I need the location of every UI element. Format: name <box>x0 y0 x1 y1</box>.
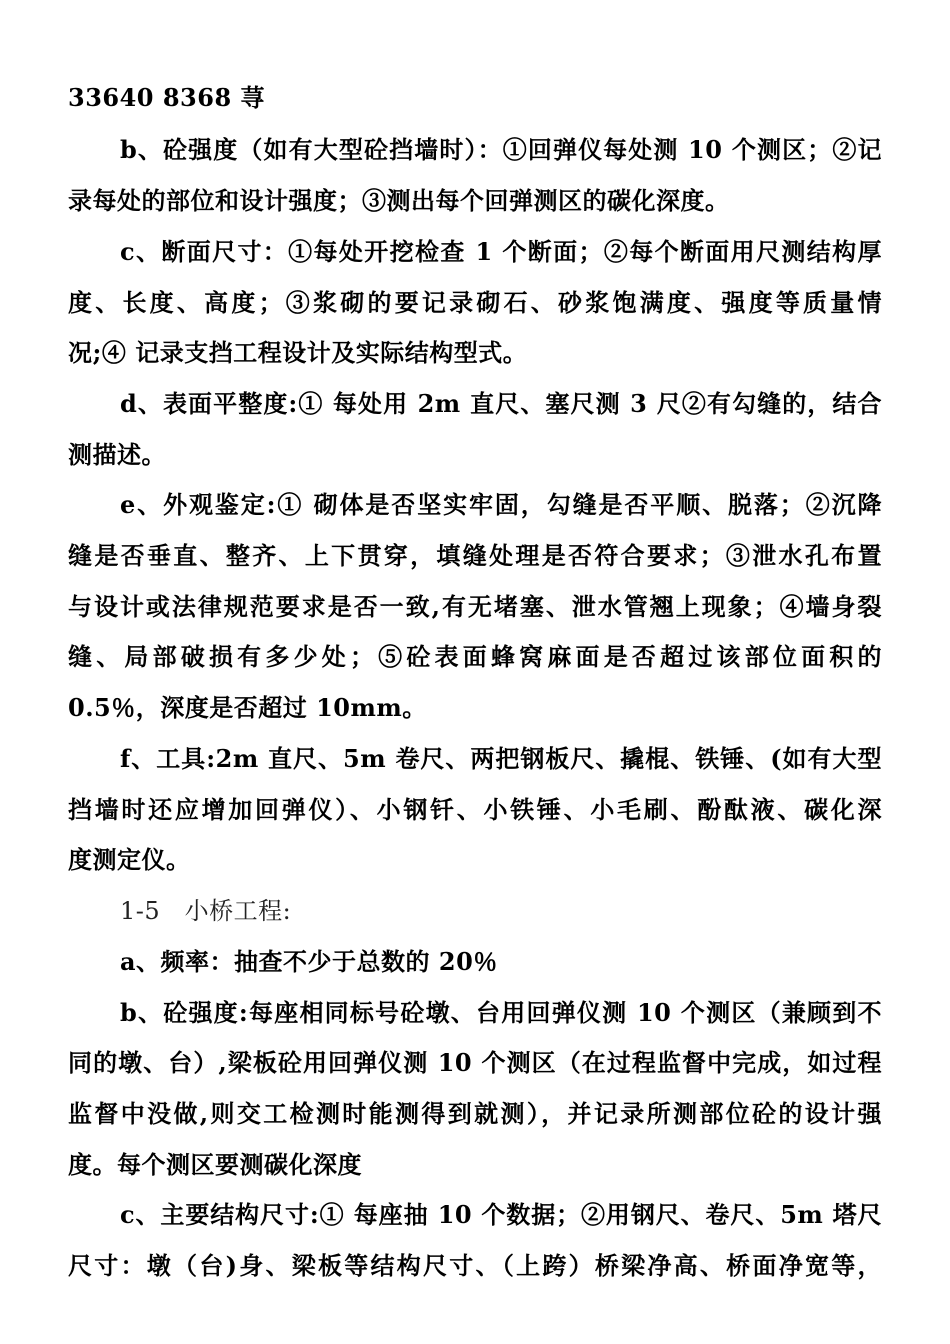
doc-line-section-size-2: 度、长度、高度；③浆砌的要记录砌石、砂浆饱满度、强度等质量情 <box>68 288 882 317</box>
doc-line-appearance-3: 与设计或法律规范要求是否一致,有无堵塞、泄水管翘上现象；④墙身裂 <box>68 592 882 621</box>
doc-line-tools-3: 度测定仪。 <box>68 845 191 874</box>
doc-line-header-code: 33640 8368 荨 <box>68 83 266 112</box>
doc-line-tools-1: f、工具:2m 直尺、5m 卷尺、两把钢板尺、撬棍、铁锤、(如有大型 <box>120 744 882 773</box>
doc-line-structure-size-1: c、主要结构尺寸:① 每座抽 10 个数据；②用钢尺、卷尺、5m 塔尺 <box>120 1200 882 1229</box>
section-heading-small-bridge: 1-5 小桥工程: <box>120 897 292 925</box>
doc-line-bridge-strength-4: 度。每个测区要测碳化深度 <box>68 1150 362 1179</box>
doc-line-appearance-1: e、外观鉴定:① 砌体是否坚实牢固，勾缝是否平顺、脱落；②沉降 <box>120 490 882 519</box>
doc-line-flatness-1: d、表面平整度:① 每处用 2m 直尺、塞尺测 3 尺②有勾缝的，结合 <box>120 389 882 418</box>
doc-line-concrete-strength-1: b、砼强度（如有大型砼挡墙时）：①回弹仪每处测 10 个测区；②记 <box>120 135 882 164</box>
doc-line-section-size-1: c、断面尺寸：①每处开挖检查 1 个断面；②每个断面用尺测结构厚 <box>120 237 882 266</box>
doc-line-structure-size-2: 尺寸：墩（台)身、梁板等结构尺寸、（上跨）桥梁净高、桥面净宽等， <box>68 1251 882 1280</box>
doc-line-appearance-2: 缝是否垂直、整齐、上下贯穿，填缝处理是否符合要求；③泄水孔布置 <box>68 541 882 570</box>
doc-line-tools-2: 挡墙时还应增加回弹仪）、小钢钎、小铁锤、小毛刷、酚酞液、碳化深 <box>68 795 882 824</box>
doc-line-appearance-4: 缝、局部破损有多少处；⑤砼表面蜂窝麻面是否超过该部位面积的 <box>68 642 882 671</box>
doc-line-frequency: a、频率：抽查不少于总数的 20％ <box>120 947 498 976</box>
doc-line-flatness-2: 测描述。 <box>68 440 166 469</box>
doc-line-bridge-strength-1: b、砼强度:每座相同标号砼墩、台用回弹仪测 10 个测区（兼顾到不 <box>120 998 882 1027</box>
doc-line-concrete-strength-2: 录每处的部位和设计强度；③测出每个回弹测区的碳化深度。 <box>68 186 730 215</box>
doc-line-bridge-strength-2: 同的墩、台）,梁板砼用回弹仪测 10 个测区（在过程监督中完成，如过程 <box>68 1048 882 1077</box>
doc-line-section-size-3: 况;④ 记录支挡工程设计及实际结构型式。 <box>68 338 528 367</box>
doc-line-appearance-5: 0.5％，深度是否超过 10mm。 <box>68 693 427 722</box>
doc-line-bridge-strength-3: 监督中没做,则交工检测时能测得到就测），并记录所测部位砼的设计强 <box>68 1099 882 1128</box>
